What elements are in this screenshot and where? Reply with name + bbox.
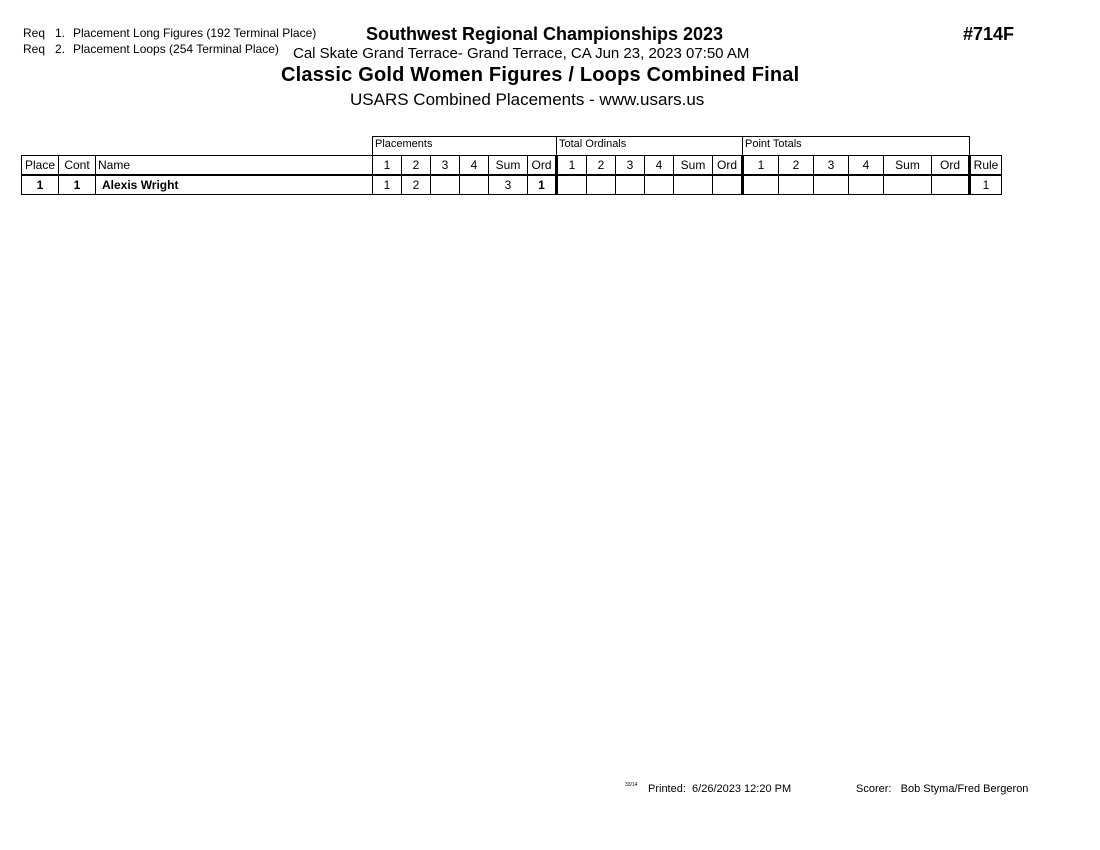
printed-label: Printed: bbox=[648, 783, 686, 795]
scorer-credit bbox=[856, 783, 1028, 795]
venue-date: Cal Skate Grand Terrace- Grand Terrace, CA Jun 23, 2023 07:50 AM bbox=[293, 45, 750, 62]
group-placements: Placements bbox=[373, 137, 557, 156]
col-ordinal-3: 3 bbox=[616, 156, 645, 176]
cell-ordinal-1 bbox=[557, 175, 587, 195]
footer-code: 33/14 bbox=[625, 782, 638, 788]
column-header-row bbox=[22, 156, 1002, 176]
championship-title: Southwest Regional Championships 2023 bbox=[366, 24, 724, 44]
col-placement-3: 3 bbox=[431, 156, 460, 176]
group-point-totals: Point Totals bbox=[743, 137, 970, 156]
cell-name: Alexis Wright bbox=[96, 175, 373, 195]
req-label: Req bbox=[23, 42, 46, 56]
printed-stamp bbox=[648, 783, 791, 795]
cell-placement-sum: 3 bbox=[489, 175, 528, 195]
col-ordinal-ord: Ord bbox=[713, 156, 743, 176]
cell-placement-1: 1 bbox=[373, 175, 402, 195]
col-points-1: 1 bbox=[743, 156, 779, 176]
cell-placement-ord: 1 bbox=[528, 175, 557, 195]
cell-points-1 bbox=[743, 175, 779, 195]
results-table bbox=[21, 136, 1002, 195]
cell-points-2 bbox=[779, 175, 814, 195]
cell-placement-2: 2 bbox=[402, 175, 431, 195]
col-name: Name bbox=[96, 156, 373, 176]
col-placement-4: 4 bbox=[460, 156, 489, 176]
col-ordinal-sum: Sum bbox=[674, 156, 713, 176]
cell-points-4 bbox=[849, 175, 884, 195]
printed-value: 6/26/2023 12:20 PM bbox=[692, 783, 792, 795]
scorer-label: Scorer: bbox=[856, 783, 892, 795]
cell-ordinal-4 bbox=[645, 175, 674, 195]
cell-placement-4 bbox=[460, 175, 489, 195]
event-number: #714F bbox=[963, 24, 1015, 44]
group-total-ordinals: Total Ordinals bbox=[557, 137, 743, 156]
col-placement-1: 1 bbox=[373, 156, 402, 176]
col-rule: Rule bbox=[970, 156, 1002, 176]
group-header-row bbox=[22, 137, 1002, 156]
col-points-sum: Sum bbox=[884, 156, 932, 176]
col-points-3: 3 bbox=[814, 156, 849, 176]
cell-placement-3 bbox=[431, 175, 460, 195]
cell-ordinal-3 bbox=[616, 175, 645, 195]
req-number: 1. bbox=[55, 26, 66, 40]
event-title: Classic Gold Women Figures / Loops Combined Final bbox=[281, 64, 800, 86]
requirement-2 bbox=[23, 42, 279, 57]
req-text: Placement Long Figures (192 Terminal Place) bbox=[73, 26, 317, 40]
cell-place: 1 bbox=[22, 175, 59, 195]
col-place: Place bbox=[22, 156, 59, 176]
cell-ordinal-ord bbox=[713, 175, 743, 195]
col-ordinal-4: 4 bbox=[645, 156, 674, 176]
cell-points-sum bbox=[884, 175, 932, 195]
col-points-2: 2 bbox=[779, 156, 814, 176]
col-ordinal-1: 1 bbox=[557, 156, 587, 176]
col-placement-2: 2 bbox=[402, 156, 431, 176]
req-label: Req bbox=[23, 26, 46, 40]
cell-rule: 1 bbox=[970, 175, 1002, 195]
req-number: 2. bbox=[55, 42, 66, 56]
col-placement-ord: Ord bbox=[528, 156, 557, 176]
cell-points-3 bbox=[814, 175, 849, 195]
cell-points-ord bbox=[932, 175, 970, 195]
scorer-value: Bob Styma/Fred Bergeron bbox=[900, 783, 1029, 795]
col-ordinal-2: 2 bbox=[587, 156, 616, 176]
requirement-1 bbox=[23, 26, 316, 41]
req-text: Placement Loops (254 Terminal Place) bbox=[73, 42, 279, 56]
col-points-4: 4 bbox=[849, 156, 884, 176]
cell-cont: 1 bbox=[59, 175, 96, 195]
cell-ordinal-2 bbox=[587, 175, 616, 195]
subtitle: USARS Combined Placements - www.usars.us bbox=[350, 90, 705, 109]
col-cont: Cont bbox=[59, 156, 96, 176]
col-points-ord: Ord bbox=[932, 156, 970, 176]
cell-ordinal-sum bbox=[674, 175, 713, 195]
col-placement-sum: Sum bbox=[489, 156, 528, 176]
table-row bbox=[22, 175, 1002, 195]
